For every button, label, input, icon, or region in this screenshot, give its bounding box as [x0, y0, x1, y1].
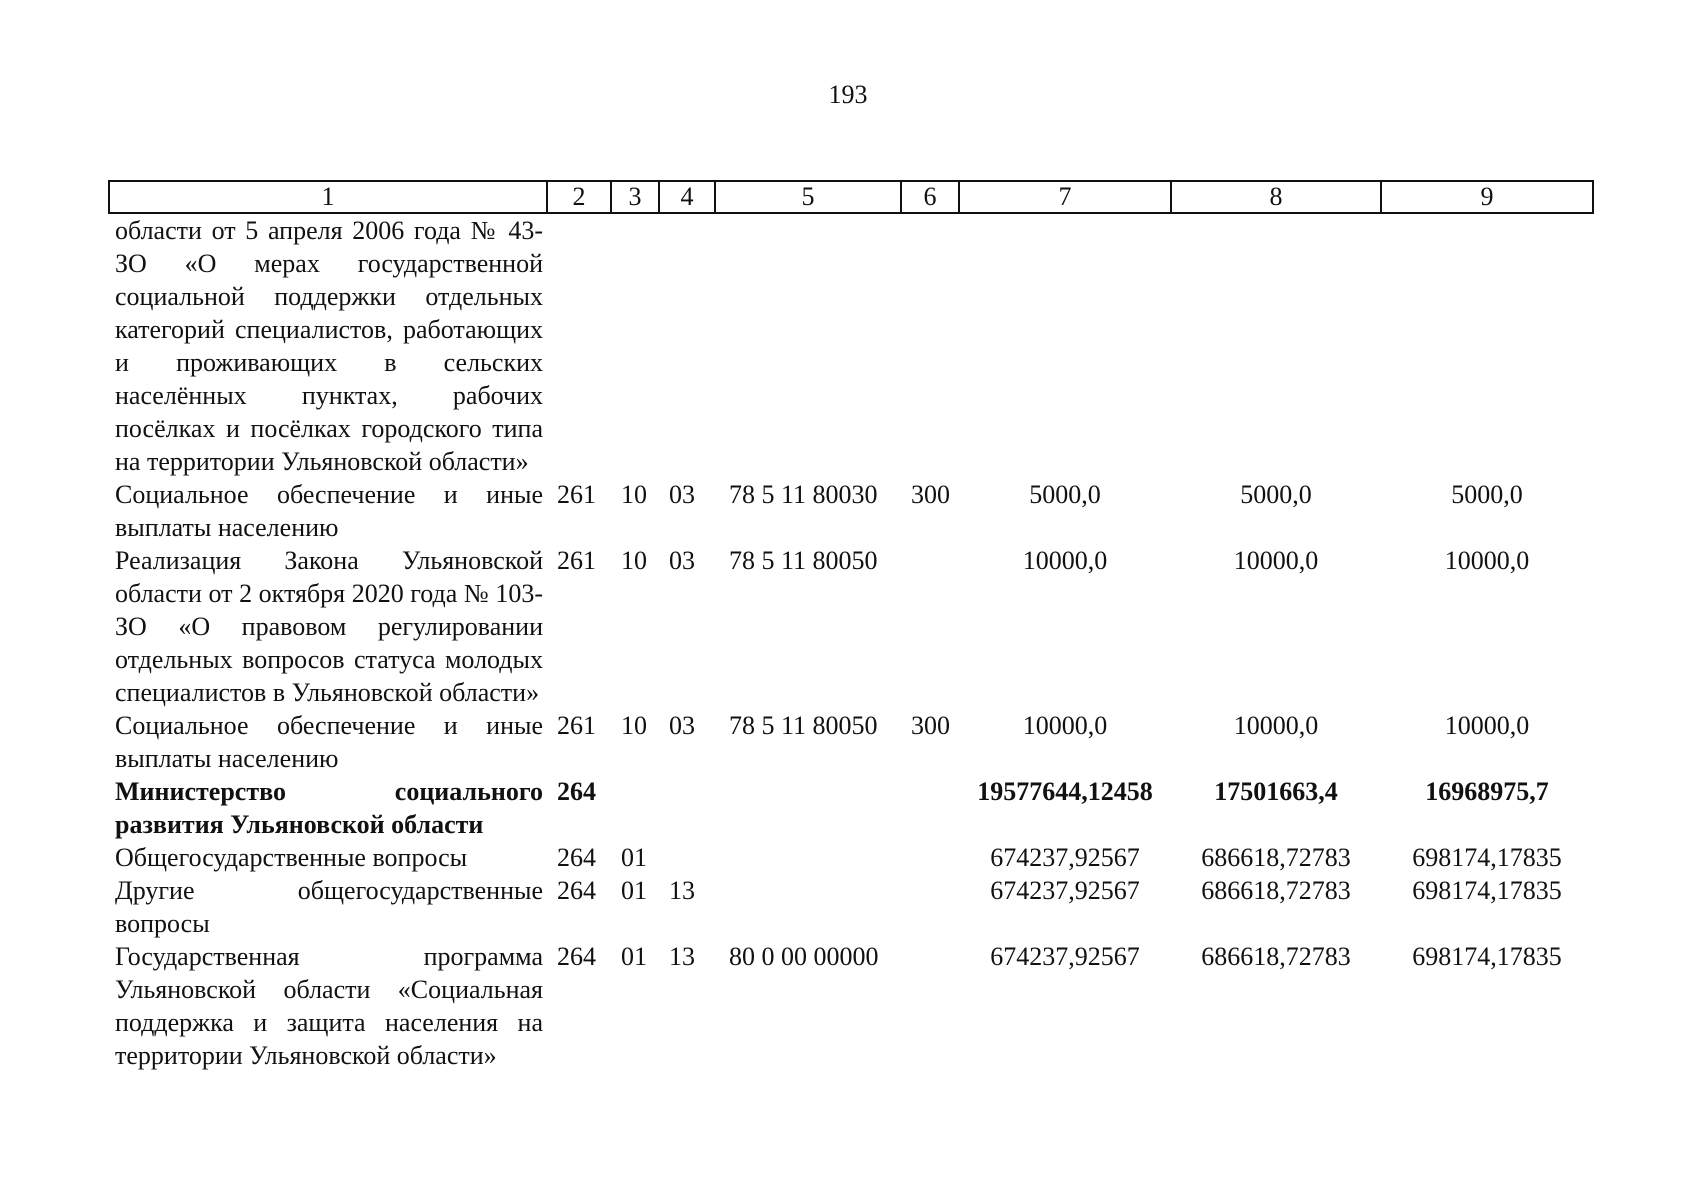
cell-admin-code: 261	[557, 711, 596, 740]
cell-amount-col8: 686618,72783	[1201, 843, 1351, 872]
cell-target-article: 78 5 11 80030	[729, 480, 878, 509]
cell-section	[611, 213, 659, 478]
cell-expense-type: 300	[911, 711, 950, 740]
cell-section: 01	[621, 942, 647, 971]
row-description: Государственная программа Ульяновской области «Социальная поддержка и защита населения на территории Ульяновской области»	[115, 942, 543, 1070]
cell-amount-col9: 698174,17835	[1412, 843, 1562, 872]
row-description: Другие общегосударственные вопросы	[115, 876, 543, 938]
cell-expense-type	[901, 874, 959, 940]
cell-target-article	[715, 213, 901, 478]
cell-subsection: 03	[669, 480, 695, 509]
cell-amount-col7: 19577644,12458	[977, 777, 1153, 806]
cell-section: 10	[621, 480, 647, 509]
cell-amount-col7: 5000,0	[1029, 480, 1101, 509]
cell-amount-col8: 10000,0	[1233, 546, 1319, 575]
cell-amount-col9: 10000,0	[1444, 711, 1530, 740]
cell-admin-code: 261	[557, 480, 596, 509]
table-row	[109, 940, 1593, 1072]
cell-amount-col9: 698174,17835	[1412, 942, 1562, 971]
row-description: Министерство социального развития Ульяновской области	[115, 777, 543, 839]
cell-admin-code: 264	[557, 843, 596, 872]
cell-section: 01	[621, 876, 647, 905]
cell-section: 10	[621, 546, 647, 575]
cell-amount-col9	[1381, 213, 1593, 478]
page-number: 193	[828, 80, 868, 109]
header-col-9: 9	[1381, 181, 1593, 213]
table-row	[109, 478, 1593, 544]
cell-expense-type	[901, 841, 959, 874]
table-row	[109, 213, 1593, 478]
cell-expense-type	[901, 544, 959, 709]
cell-section: 10	[621, 711, 647, 740]
table-row	[109, 874, 1593, 940]
cell-subsection: 03	[669, 711, 695, 740]
cell-amount-col9: 16968975,7	[1425, 777, 1549, 806]
header-col-5: 5	[715, 181, 901, 213]
cell-expense-type	[901, 213, 959, 478]
cell-amount-col7: 10000,0	[1022, 546, 1108, 575]
cell-subsection	[659, 213, 715, 478]
table-row	[109, 841, 1593, 874]
row-description: Социальное обеспечение и иные выплаты населению	[115, 711, 543, 773]
cell-amount-col8: 10000,0	[1233, 711, 1319, 740]
cell-target-article: 78 5 11 80050	[729, 711, 878, 740]
row-description: Социальное обеспечение и иные выплаты населению	[115, 480, 543, 542]
cell-section: 01	[621, 843, 647, 872]
cell-target-article	[715, 874, 901, 940]
cell-amount-col7	[959, 213, 1171, 478]
cell-admin-code: 264	[557, 876, 596, 905]
cell-subsection	[659, 841, 715, 874]
cell-amount-col9: 10000,0	[1444, 546, 1530, 575]
cell-admin-code: 264	[557, 777, 596, 806]
table-row	[109, 544, 1593, 709]
table-row	[109, 775, 1593, 841]
cell-target-article	[715, 775, 901, 841]
cell-amount-col7: 674237,92567	[990, 942, 1140, 971]
header-col-4: 4	[659, 181, 715, 213]
cell-subsection: 03	[669, 546, 695, 575]
cell-section	[611, 775, 659, 841]
cell-amount-col8: 686618,72783	[1201, 942, 1351, 971]
cell-target-article: 78 5 11 80050	[729, 546, 878, 575]
row-description: Реализация Закона Ульяновской области от 2 октября 2020 года № 103-ЗО «О правовом регулировании отдельных вопросов статуса молодых специалистов в Ульяновской области»	[115, 546, 543, 707]
cell-target-article	[715, 841, 901, 874]
cell-subsection	[659, 775, 715, 841]
header-col-1: 1	[109, 181, 547, 213]
cell-amount-col7: 674237,92567	[990, 876, 1140, 905]
cell-admin-code: 264	[557, 942, 596, 971]
cell-amount-col7: 674237,92567	[990, 843, 1140, 872]
table-header-row	[109, 181, 1593, 213]
cell-expense-type: 300	[911, 480, 950, 509]
header-col-7: 7	[959, 181, 1171, 213]
cell-amount-col8	[1171, 213, 1381, 478]
cell-admin-code: 261	[557, 546, 596, 575]
cell-admin-code	[547, 213, 611, 478]
cell-subsection: 13	[669, 876, 695, 905]
budget-table	[108, 180, 1594, 1072]
header-col-6: 6	[901, 181, 959, 213]
cell-amount-col9: 5000,0	[1451, 480, 1523, 509]
cell-expense-type	[901, 775, 959, 841]
row-description: Общегосударственные вопросы	[115, 843, 468, 872]
cell-expense-type	[901, 940, 959, 1072]
cell-amount-col9: 698174,17835	[1412, 876, 1562, 905]
cell-amount-col8: 686618,72783	[1201, 876, 1351, 905]
cell-amount-col8: 5000,0	[1240, 480, 1312, 509]
header-col-2: 2	[547, 181, 611, 213]
cell-subsection: 13	[669, 942, 695, 971]
header-col-3: 3	[611, 181, 659, 213]
header-col-8: 8	[1171, 181, 1381, 213]
table-body	[109, 213, 1593, 1072]
cell-target-article: 80 0 00 00000	[729, 942, 879, 971]
cell-amount-col8: 17501663,4	[1214, 777, 1338, 806]
table-row	[109, 709, 1593, 775]
cell-amount-col7: 10000,0	[1022, 711, 1108, 740]
row-description: области от 5 апреля 2006 года № 43-ЗО «О мерах государственной социальной поддержки отдельных категорий специалистов, работающих и проживающих в сельских населённых пунктах, рабочих посёлках и посёлках городского типа на территории Ульяновской области»	[115, 216, 543, 476]
